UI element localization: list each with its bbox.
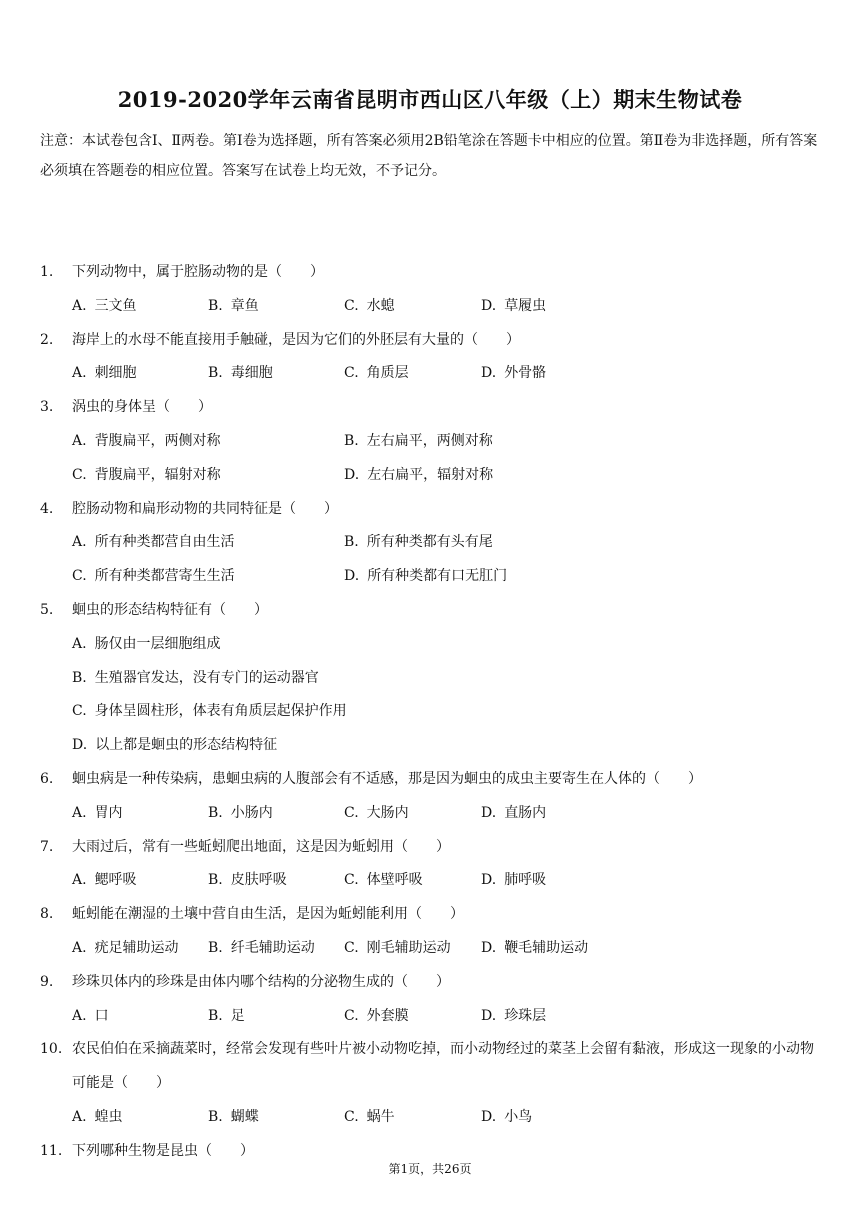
question-number: 5. [40, 601, 54, 618]
question-text: 珍珠贝体内的珍珠是由体内哪个结构的分泌物生成的（ ） [72, 973, 450, 990]
option-text: 背腹扁平，辐射对称 [94, 466, 221, 483]
option-c [344, 1101, 395, 1135]
option-d [481, 290, 546, 324]
option-letter: D. [481, 872, 497, 889]
option-letter: B. [208, 872, 223, 889]
option-text: 草履虫 [504, 297, 547, 314]
option-letter: C. [344, 365, 359, 382]
option-text: 纤毛辅助运动 [230, 939, 315, 956]
option-a [72, 628, 221, 662]
question-number: 2. [40, 331, 54, 348]
option-text: 所有种类都有头有尾 [366, 534, 493, 551]
option-letter: D. [72, 737, 88, 754]
option-c [344, 797, 409, 831]
option-letter: A. [72, 1108, 87, 1125]
option-row [0, 628, 860, 662]
option-d [344, 459, 493, 493]
option-letter: A. [72, 534, 87, 551]
question-5 [0, 594, 860, 763]
question-stem [0, 391, 860, 425]
option-text: 以上都是蛔虫的形态结构特征 [95, 737, 278, 754]
question-number: 11. [40, 1142, 63, 1159]
option-text: 身体呈圆柱形，体表有角质层起保护作用 [94, 703, 347, 720]
option-c [344, 357, 409, 391]
option-letter: B. [208, 297, 223, 314]
option-b [208, 1000, 245, 1034]
option-text: 外骨骼 [504, 365, 547, 382]
option-letter: D. [481, 1007, 497, 1024]
question-stem [0, 763, 860, 797]
option-b [208, 797, 273, 831]
question-9 [0, 966, 860, 1034]
option-b [208, 864, 287, 898]
option-letter: D. [481, 939, 497, 956]
option-letter: D. [481, 297, 497, 314]
exam-title: 2019-2020学年云南省昆明市西山区八年级（上）期末生物试卷 [117, 87, 743, 112]
option-letter: D. [344, 568, 360, 585]
question-4 [0, 493, 860, 594]
question-number: 6. [40, 770, 54, 787]
option-text: 肠仅由一层细胞组成 [94, 635, 221, 652]
exam-notice: 注意：本试卷包含Ⅰ、Ⅱ两卷。第Ⅰ卷为选择题，所有答案必须用2B铅笔涂在答题卡中相应的位置。第Ⅱ卷为非选择题，所有答案必须填在答题卷的相应位置。答案写在试卷上均无效，不予记分。 [40, 133, 818, 179]
option-row [0, 864, 860, 898]
option-a [72, 526, 235, 560]
option-row [0, 932, 860, 966]
option-text: 刚毛辅助运动 [366, 939, 451, 956]
question-1 [0, 256, 860, 324]
option-row [0, 729, 860, 763]
option-text: 体壁呼吸 [366, 872, 423, 889]
option-text: 水螅 [366, 297, 395, 314]
option-letter: B. [72, 669, 87, 686]
option-b [344, 425, 493, 459]
option-letter: D. [481, 1108, 497, 1125]
question-stem [0, 594, 860, 628]
question-text: 大雨过后，常有一些蚯蚓爬出地面，这是因为蚯蚓用（ ） [72, 838, 450, 855]
option-c [344, 1000, 409, 1034]
question-stem [0, 256, 860, 290]
option-letter: A. [72, 297, 87, 314]
option-text: 三文鱼 [94, 297, 137, 314]
option-row [0, 290, 860, 324]
option-c [344, 290, 395, 324]
option-letter: C. [344, 872, 359, 889]
option-letter: A. [72, 635, 87, 652]
option-b [72, 662, 319, 696]
page-number: 第1页，共26页 [388, 1162, 472, 1176]
option-letter: C. [344, 1108, 359, 1125]
option-text: 大肠内 [366, 804, 409, 821]
option-letter: B. [208, 365, 223, 382]
option-text: 珍珠层 [504, 1007, 547, 1024]
option-c [344, 864, 423, 898]
option-row [0, 662, 860, 696]
option-c [344, 932, 451, 966]
option-b [208, 1101, 259, 1135]
option-text: 小肠内 [230, 804, 273, 821]
question-number: 10. [40, 1041, 63, 1058]
option-letter: D. [344, 466, 360, 483]
question-text: 下列哪种生物是昆虫（ ） [72, 1142, 254, 1159]
option-d [72, 729, 277, 763]
option-letter: B. [344, 534, 359, 551]
option-text: 刺细胞 [94, 365, 137, 382]
option-letter: C. [72, 568, 87, 585]
question-text: 海岸上的水母不能直接用手触碰，是因为它们的外胚层有大量的（ ） [72, 331, 520, 348]
option-d [344, 560, 507, 594]
option-letter: C. [344, 1007, 359, 1024]
option-d [481, 357, 546, 391]
question-10 [0, 1033, 860, 1134]
question-6 [0, 763, 860, 831]
question-text: 蛔虫的形态结构特征有（ ） [72, 601, 268, 618]
option-letter: C. [344, 297, 359, 314]
option-letter: B. [344, 432, 359, 449]
option-d [481, 1101, 532, 1135]
question-number: 8. [40, 906, 54, 923]
question-text: 涡虫的身体呈（ ） [72, 399, 212, 416]
option-b [208, 357, 273, 391]
option-a [72, 797, 123, 831]
option-text: 所有种类都有口无肛门 [367, 568, 508, 585]
question-text: 蛔虫病是一种传染病，患蛔虫病的人腹部会有不适感，那是因为蛔虫的成虫主要寄生在人体的（ ） [72, 770, 702, 787]
option-text: 左右扁平，辐射对称 [367, 466, 494, 483]
option-letter: C. [72, 466, 87, 483]
option-letter: A. [72, 1007, 87, 1024]
option-text: 蝴蝶 [230, 1108, 259, 1125]
option-a [72, 290, 137, 324]
option-a [72, 864, 137, 898]
option-text: 蜗牛 [366, 1108, 395, 1125]
option-a [72, 932, 179, 966]
option-row [0, 526, 860, 560]
option-letter: A. [72, 872, 87, 889]
option-d [481, 864, 546, 898]
option-row [0, 797, 860, 831]
question-stem [0, 831, 860, 865]
option-row [0, 425, 860, 459]
option-text: 疣足辅助运动 [94, 939, 179, 956]
question-number: 7. [40, 838, 54, 855]
option-a [72, 1101, 123, 1135]
option-row [0, 459, 860, 493]
question-stem [0, 493, 860, 527]
option-b [344, 526, 493, 560]
option-a [72, 357, 137, 391]
option-letter: B. [208, 1007, 223, 1024]
option-row [0, 560, 860, 594]
question-number: 4. [40, 500, 54, 517]
question-text: 农民伯伯在采摘蔬菜时，经常会发现有些叶片被小动物吃掉，而小动物经过的菜茎上会留有黏液，形成这一现象的小动物可能是（ ） [72, 1041, 814, 1092]
option-text: 生殖器官发达，没有专门的运动器官 [94, 669, 319, 686]
question-stem [0, 1033, 860, 1101]
question-list [0, 256, 860, 1169]
option-text: 所有种类都营寄生生活 [94, 568, 235, 585]
option-d [481, 1000, 546, 1034]
option-text: 左右扁平，两侧对称 [366, 432, 493, 449]
option-c [72, 560, 235, 594]
option-row [0, 1000, 860, 1034]
option-text: 外套膜 [366, 1007, 409, 1024]
option-text: 肺呼吸 [504, 872, 547, 889]
option-row [0, 1101, 860, 1135]
option-a [72, 425, 221, 459]
question-text: 腔肠动物和扁形动物的共同特征是（ ） [72, 500, 338, 517]
question-stem [0, 324, 860, 358]
question-text: 下列动物中，属于腔肠动物的是（ ） [72, 264, 324, 280]
option-text: 足 [230, 1007, 245, 1024]
question-number: 9. [40, 973, 54, 990]
option-a [72, 1000, 109, 1034]
option-text: 鞭毛辅助运动 [504, 939, 589, 956]
question-stem [0, 898, 860, 932]
option-letter: C. [72, 703, 87, 720]
question-2 [0, 324, 860, 392]
option-b [208, 932, 315, 966]
option-text: 直肠内 [504, 804, 547, 821]
option-row [0, 357, 860, 391]
option-text: 蝗虫 [94, 1108, 123, 1125]
option-letter: D. [481, 365, 497, 382]
option-text: 口 [94, 1007, 109, 1024]
option-text: 角质层 [366, 365, 409, 382]
option-text: 皮肤呼吸 [230, 872, 287, 889]
option-text: 鳃呼吸 [94, 872, 137, 889]
question-number: 1. [40, 264, 54, 280]
option-letter: B. [208, 1108, 223, 1125]
question-stem [0, 966, 860, 1000]
option-b [208, 290, 259, 324]
option-c [72, 459, 221, 493]
option-text: 毒细胞 [230, 365, 273, 382]
option-letter: A. [72, 365, 87, 382]
option-text: 章鱼 [230, 297, 259, 314]
option-text: 小鸟 [504, 1108, 533, 1125]
option-letter: A. [72, 432, 87, 449]
question-7 [0, 831, 860, 899]
option-row [0, 695, 860, 729]
option-d [481, 797, 546, 831]
question-number: 3. [40, 399, 54, 416]
option-d [481, 932, 588, 966]
option-letter: B. [208, 804, 223, 821]
option-text: 背腹扁平，两侧对称 [94, 432, 221, 449]
option-letter: A. [72, 804, 87, 821]
question-8 [0, 898, 860, 966]
option-letter: B. [208, 939, 223, 956]
option-text: 胃内 [94, 804, 123, 821]
option-letter: A. [72, 939, 87, 956]
question-3 [0, 391, 860, 492]
option-letter: C. [344, 939, 359, 956]
option-letter: D. [481, 804, 497, 821]
option-text: 所有种类都营自由生活 [94, 534, 235, 551]
option-c [72, 695, 347, 729]
option-letter: C. [344, 804, 359, 821]
question-text: 蚯蚓能在潮湿的土壤中营自由生活，是因为蚯蚓能利用（ ） [72, 906, 464, 923]
